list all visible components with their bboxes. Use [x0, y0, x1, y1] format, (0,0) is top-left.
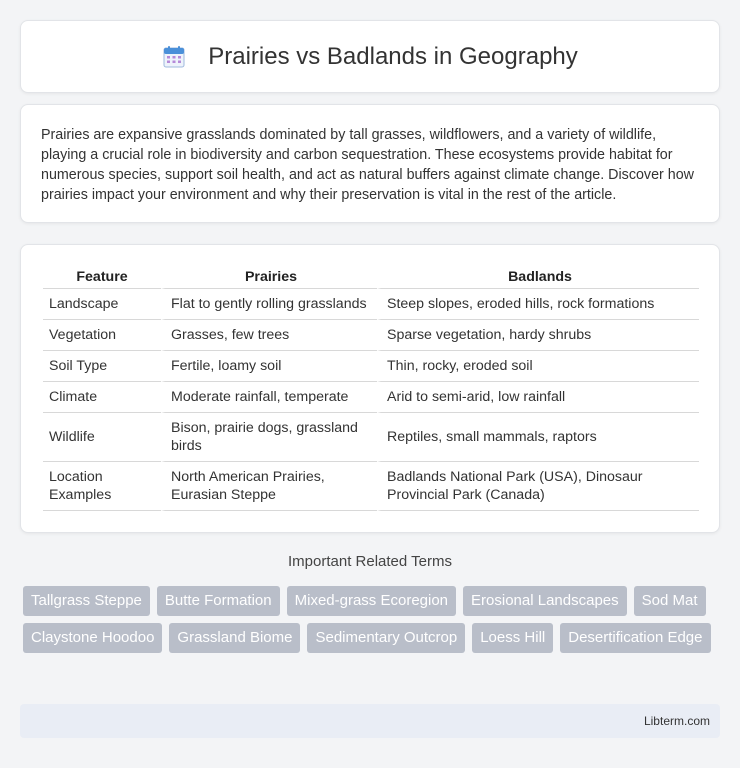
table-cell: Landscape	[43, 289, 161, 320]
header-card	[20, 20, 720, 93]
table-cell: Steep slopes, eroded hills, rock formations	[377, 289, 699, 320]
intro-text: Prairies are expansive grasslands dominated by tall grasses, wildflowers, and a variety of wildlife, playing a crucial role in biodiversity and carbon sequestration. These ecosystems provide habitat for numerous species, support soil health, and act as natural buffers against climate change. Discover how prairies impact your environment and why their preservation is vital in the rest of the article.	[41, 127, 694, 203]
table-cell: Reptiles, small mammals, raptors	[377, 413, 699, 462]
header-prairies: Prairies	[161, 265, 377, 289]
term-chip[interactable]: Loess Hill	[472, 623, 553, 653]
table-cell: Grasses, few trees	[161, 320, 377, 351]
table-row	[43, 289, 699, 320]
table-cell: Moderate rainfall, temperate	[161, 382, 377, 413]
term-chip[interactable]: Mixed-grass Ecoregion	[287, 586, 456, 616]
term-chip[interactable]: Butte Formation	[157, 586, 280, 616]
term-chip[interactable]: Tallgrass Steppe	[23, 586, 150, 616]
table-cell: Vegetation	[43, 320, 161, 351]
table-cell: Location Examples	[43, 462, 161, 511]
table-row	[43, 320, 699, 351]
table-header-row	[43, 265, 699, 289]
footer	[20, 704, 720, 738]
calendar-icon	[162, 45, 186, 69]
table-cell: Soil Type	[43, 351, 161, 382]
related-terms-list	[23, 586, 723, 653]
comparison-card	[20, 244, 720, 533]
table-cell: Flat to gently rolling grasslands	[161, 289, 377, 320]
term-chip[interactable]: Claystone Hoodoo	[23, 623, 162, 653]
table-cell: Fertile, loamy soil	[161, 351, 377, 382]
intro-card	[20, 104, 720, 223]
table-row	[43, 413, 699, 462]
term-chip[interactable]: Desertification Edge	[560, 623, 710, 653]
header-badlands: Badlands	[377, 265, 699, 289]
table-row	[43, 462, 699, 511]
term-chip[interactable]: Sod Mat	[634, 586, 706, 616]
title-wrap	[162, 43, 578, 71]
table-cell: Bison, prairie dogs, grassland birds	[161, 413, 377, 462]
header-feature: Feature	[43, 265, 161, 289]
table-row	[43, 351, 699, 382]
table-cell: Climate	[43, 382, 161, 413]
term-chip[interactable]: Erosional Landscapes	[463, 586, 627, 616]
table-cell: Badlands National Park (USA), Dinosaur Provincial Park (Canada)	[377, 462, 699, 511]
related-terms-title: Important Related Terms	[288, 553, 452, 570]
page-title: Prairies vs Badlands in Geography	[208, 42, 578, 70]
table-cell: Arid to semi-arid, low rainfall	[377, 382, 699, 413]
table-cell: North American Prairies, Eurasian Steppe	[161, 462, 377, 511]
term-chip[interactable]: Sedimentary Outcrop	[307, 623, 465, 653]
table-row	[43, 382, 699, 413]
table-cell: Sparse vegetation, hardy shrubs	[377, 320, 699, 351]
comparison-table	[43, 265, 699, 511]
table-cell: Wildlife	[43, 413, 161, 462]
term-chip[interactable]: Grassland Biome	[169, 623, 300, 653]
footer-brand-link[interactable]: Libterm.com	[643, 714, 710, 728]
table-cell: Thin, rocky, eroded soil	[377, 351, 699, 382]
